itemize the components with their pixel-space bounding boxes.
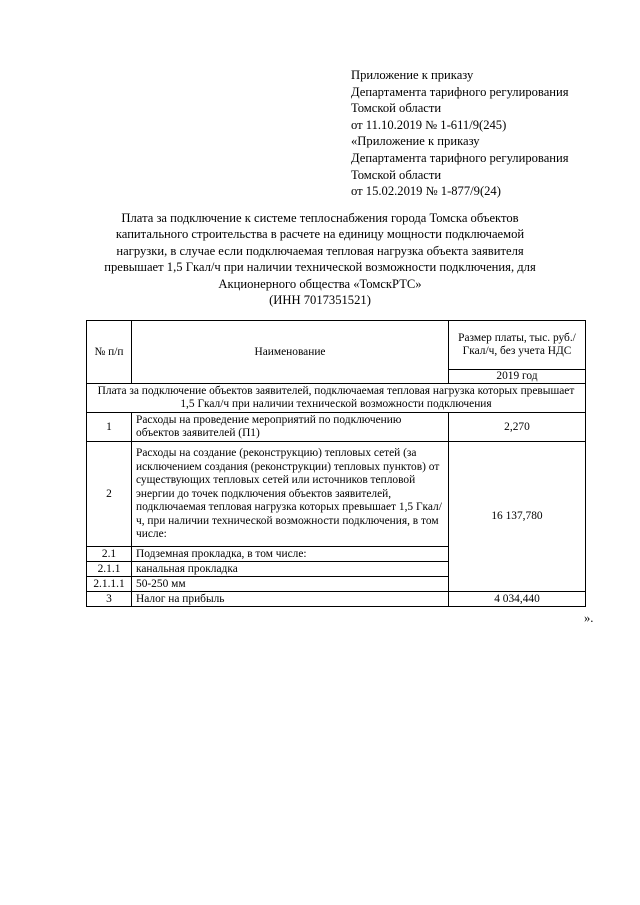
header-cell-name: Наименование [132,321,449,384]
header-cell-number: № п/п [87,321,132,384]
row-name: Налог на прибыль [132,592,449,607]
row-name: канальная прокладка [132,562,449,577]
table-section-row [87,384,586,413]
header-cell-value: Размер платы, тыс. руб./Гкал/ч, без учета НДС [449,321,586,370]
row-name: Расходы на создание (реконструкцию) тепловых сетей (за исключением создания (реконструкции) тепловых пунктов) от существующих тепловых сетей или источников тепловой энергии до точек подключения объектов заявителей, подключаемая тепловая нагрузка которых превышает 1,5 Гкал/ч, при наличии технической возможности подключения, в том числе: [132,442,449,547]
title-line: Плата за подключение к системе теплоснабжения города Томска объектов [121,211,519,225]
document-title [60,210,580,308]
title-line: капитального строительства в расчете на единицу мощности подключаемой [115,227,525,242]
header-line: Томской области [351,101,442,116]
title-line: (ИНН 7017351521) [269,293,371,308]
closing-quote: ». [584,611,594,625]
row-name: Расходы на проведение мероприятий по подключению объектов заявителей (П1) [132,413,449,442]
header-line: Департамента тарифного регулирования [351,84,569,99]
header-line: «Приложение к приказу [351,134,480,149]
row-number: 2.1.1 [87,562,132,577]
order-reference-header [351,67,631,200]
section-title-cell: Плата за подключение объектов заявителей, подключаемая тепловая нагрузка которых превышает 1,5 Гкал/ч при наличии технической возможности подключения [87,384,586,413]
title-line: Акционерного общества «ТомскРТС» [218,276,422,291]
row-name: Подземная прокладка, в том числе: [132,547,449,562]
row-number: 2.1 [87,547,132,562]
row-number: 2.1.1.1 [87,577,132,592]
title-line: превышает 1,5 Гкал/ч при наличии технической возможности подключения, для [104,260,536,275]
header-line: от 15.02.2019 № 1-877/9(24) [351,184,501,199]
table-row [87,592,586,607]
table-header-row [87,321,586,370]
row-number: 3 [87,592,132,607]
tariff-table [86,320,586,607]
header-line: Департамента тарифного регулирования [351,150,569,165]
row-name: 50-250 мм [132,577,449,592]
table-row [87,442,586,547]
header-line: Приложение к приказу [351,68,474,82]
row-value: 16 137,780 [449,442,586,592]
table-row [87,413,586,442]
row-number: 1 [87,413,132,442]
header-line: от 11.10.2019 № 1-611/9(245) [351,117,507,132]
header-line: Томской области [351,167,442,182]
title-line: нагрузки, в случае если подключаемая тепловая нагрузка объекта заявителя [116,243,524,258]
row-number: 2 [87,442,132,547]
row-value: 4 034,440 [449,592,586,607]
row-value: 2,270 [449,413,586,442]
header-cell-year: 2019 год [449,370,586,384]
